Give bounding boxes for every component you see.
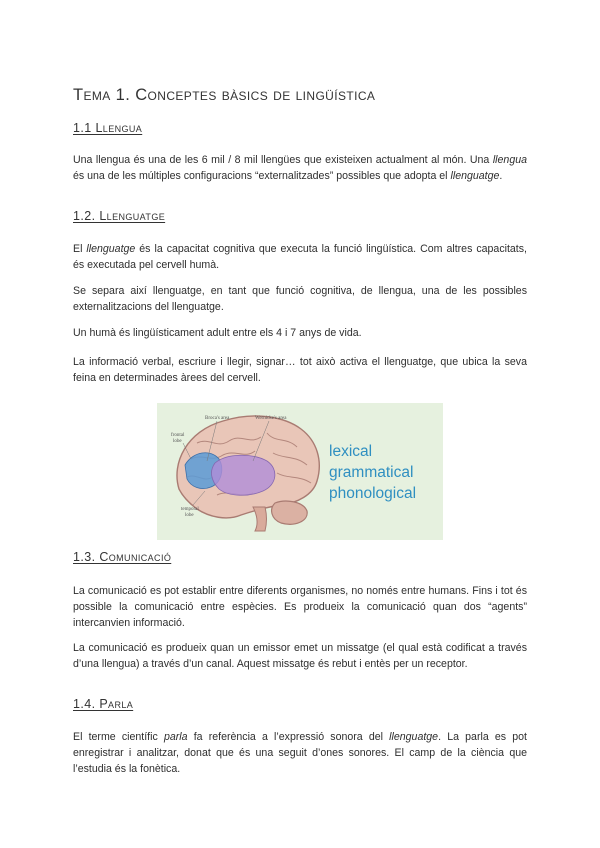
paragraph: El llenguatge és la capacitat cognitiva que executa la funció lingüística. Com altres capacitats, és executada pel cervell humà.: [73, 243, 527, 271]
frontal-lobe-label: frontal: [171, 433, 185, 438]
section-heading-llenguatge: 1.2. Llenguatge: [73, 209, 166, 223]
paragraph: Un humà és lingüísticament adult entre els 4 i 7 anys de vida.: [73, 327, 362, 339]
temporal-lobe-label: temporal: [181, 507, 199, 512]
legend-grammatical: grammatical: [329, 464, 414, 481]
paragraph: El terme científic parla fa referència a l’expressió sonora del llenguatge. La parla es pot enregistrar i analitzar, donat que és una seguit d’ones sonores. El camp de la ciència que l’estudia és la fonètica.: [73, 731, 527, 775]
section-heading-comunicacio: 1.3. Comunicació: [73, 550, 172, 564]
italic-term: llengua: [492, 154, 527, 166]
italic-term: parla: [163, 731, 188, 743]
paragraph: La comunicació es produeix quan un emissor emet un missatge (el qual està codificat a través d’una llengua) a través d’un canal. Aquest missatge és rebut i entès per un receptor.: [73, 642, 527, 670]
legend-lexical: lexical: [329, 443, 373, 460]
paragraph: La informació verbal, escriure i llegir, signar… tot això activa el llenguatge, que ubica la seva feina en determinades àrees del cervell.: [73, 356, 527, 384]
brain-figure: [157, 403, 443, 540]
brain-stem: [253, 507, 267, 531]
legend-phonological: phonological: [329, 485, 417, 502]
italic-term: llenguatge: [389, 731, 439, 743]
italic-term: llenguatge: [86, 243, 136, 255]
page-title: Tema 1. Conceptes bàsics de lingüística: [73, 86, 376, 104]
frontal-lobe-label: lobe: [173, 439, 182, 444]
paragraph: Se separa així llenguatge, en tant que funció cognitiva, de llengua, una de les possibles externalitzacions del llenguatge.: [73, 285, 527, 313]
paragraph: La comunicació es pot establir entre diferents organismes, no només entre humans. Fins i tot és possible la comunicació entre espècies. Es produeix la comunicació quan dos “agents” intercanvien informació.: [73, 585, 527, 629]
section-heading-parla: 1.4. Parla: [73, 697, 134, 711]
cerebellum: [272, 501, 308, 524]
broca-area-label: Broca's area: [205, 416, 230, 421]
purple-region: [212, 455, 275, 495]
temporal-lobe-label: lobe: [185, 513, 194, 518]
italic-term: llenguatge: [450, 170, 500, 182]
brain-diagram: [157, 403, 443, 540]
paragraph: Una llengua és una de les 6 mil / 8 mil llengües que existeixen actualment al món. Una llengua és una de les múltiples configuracions “externalitzades” possibles que adopta el llenguatge.: [73, 154, 527, 182]
section-heading-llengua: 1.1 Llengua: [73, 121, 143, 135]
wernicke-area-label: Wernicke's area: [255, 416, 287, 421]
